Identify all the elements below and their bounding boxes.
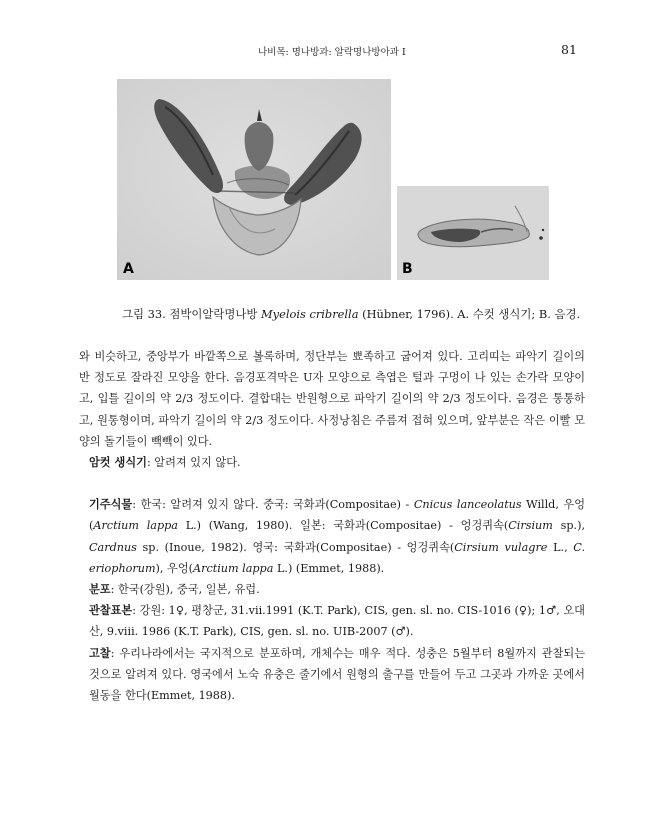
panel-label-b: B bbox=[402, 261, 413, 277]
hostplants-label: 기주식물 bbox=[89, 497, 133, 512]
remarks-paragraph: 고찰: 우리나라에서는 국지적으로 분포하며, 개체수는 매우 적다. 성충은 5월부터 8월까지 관찰되는 것으로 알려져 있다. 영국에서 노숙 유충은 줄기에서 원형의 출구를 만들어 두고 그곳과 가까운 곳에서 월동을 한다(Emmet, 1988). bbox=[89, 645, 585, 703]
hostplants-paragraph: 기주식물: 한국: 알려져 있지 않다. 중국: 국화과(Compositae) - Cnicus lanceolatus Willd, 우엉(Arctium lappa L.) (Wang, 1980). 일본: 국화과(Compositae) - 엉겅퀴속(Cirsium sp.), Cardnus sp. (Inoue, 1982). 영국: 국화과(Compositae) - 엉겅퀴속(Cirsium vulagre L., C. eriophorum), 우엉(Arctium lappa L.) (Emmet, 1988). bbox=[89, 497, 586, 575]
aedeagus-image bbox=[397, 186, 549, 280]
figure-panel-b bbox=[397, 186, 549, 280]
paragraph-gap bbox=[79, 473, 585, 494]
running-head: 나비목: 명나방과: 알락명나방아과 I bbox=[258, 47, 406, 58]
remarks-label: 고찰 bbox=[89, 645, 111, 660]
specimens-label: 관찰표본 bbox=[89, 603, 133, 618]
figure-caption: 그림 33. 점박이알락명나방 Myelois cribrella (Hübner, 1796). A. 수컷 생식기; B. 음경. bbox=[122, 307, 581, 321]
female-genitalia-paragraph: 암컷 생식기: 알려져 있지 않다. bbox=[89, 455, 241, 470]
female-genitalia-label: 암컷 생식기 bbox=[89, 455, 147, 470]
body-text bbox=[79, 346, 585, 706]
male-genitalia-image bbox=[117, 79, 391, 280]
distribution-label: 분포 bbox=[89, 582, 111, 597]
description-paragraph: 와 비슷하고, 중앙부가 바깥쪽으로 볼록하며, 정단부는 뾰족하고 굽어져 있다. 고리띠는 파악기 길이의 반 정도로 잘라진 모양을 한다. 음경포격막은 U자 모양으로 측엽은 털과 구멍이 나 있는 손가락 모양이고, 입틀 길이의 약 2/3 정도이다. 결합대는 반원형으로 파악기 길이의 약 2/3 정도이다. 음경은 통통하고, 원통형이며, 파악기 길이의 약 2/3 정도이다. 사정낭침은 주름져 접혀 있으며, 앞부분은 작은 이빨 모양의 돌기들이 빽빽이 있다. bbox=[79, 350, 585, 448]
figure-panel-a bbox=[117, 79, 391, 280]
specimens-paragraph: 관찰표본: 강원: 1♀, 평창군, 31.vii.1991 (K.T. Park), CIS, gen. sl. no. CIS-1016 (♀); 1♂, 오대산, 9.viii. 1986 (K.T. Park), CIS, gen. sl. no. UIB-2007 (♂). bbox=[89, 603, 585, 639]
caption-species-name: Myelois cribrella bbox=[261, 307, 359, 321]
panel-label-a: A bbox=[123, 261, 134, 277]
page-header bbox=[0, 44, 652, 64]
page-number: 81 bbox=[561, 42, 577, 57]
distribution-paragraph: 분포: 한국(강원), 중국, 일본, 유럽. bbox=[89, 582, 260, 597]
